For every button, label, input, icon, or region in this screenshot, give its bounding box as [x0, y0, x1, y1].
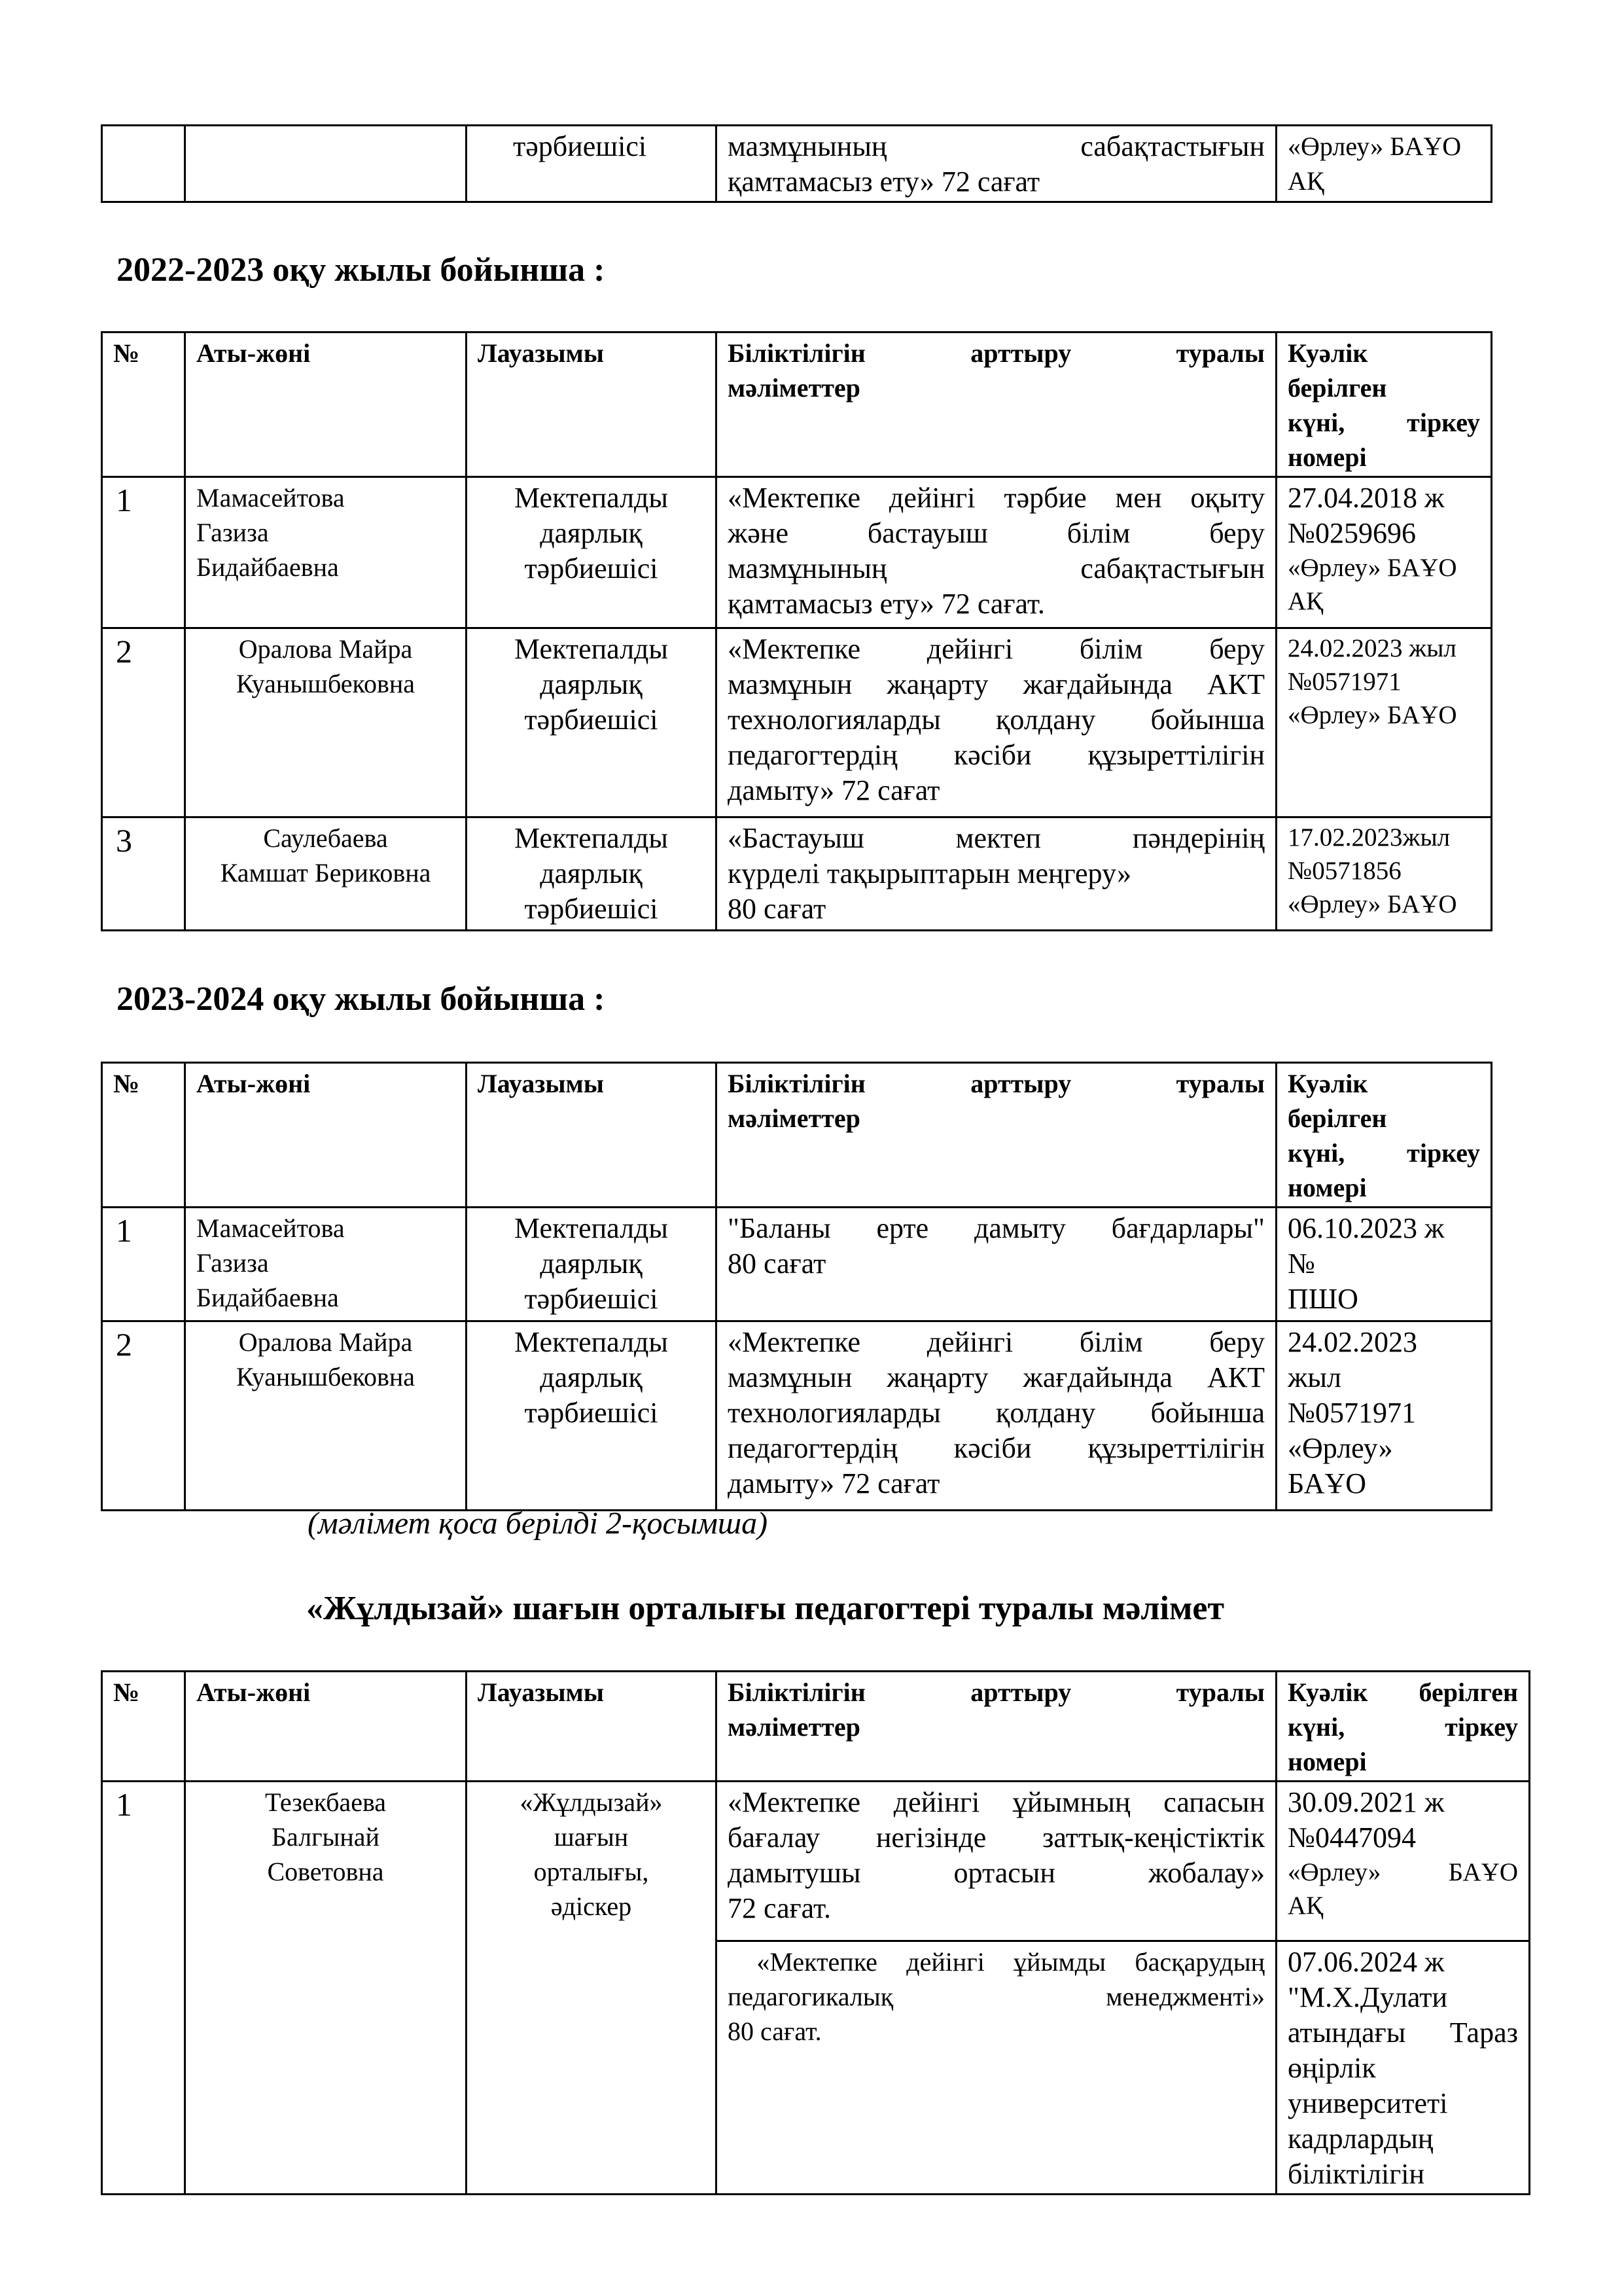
cell-no	[102, 126, 185, 202]
header-certificate: Куәлік берілген күні, тіркеу номері	[1277, 332, 1492, 477]
teacher-name: Тезекбаева Балгынай Советовна	[185, 1782, 467, 2195]
teacher-position: Мектепалды даярлық тәрбиешісі	[467, 628, 716, 817]
course-info: «Мектепке дейінгі білім беру мазмұнын жаңарту жағдайында АКТ технологияларды қолдану бойынша педагогтердің кәсіби құзыреттілігін дамыту» 72 сағат	[716, 628, 1277, 817]
course-info: "Баланы ерте дамыту бағдарлары" 80 сағат	[716, 1208, 1277, 1321]
cell-certificate: «Өрлеу» БАҰО АҚ	[1277, 126, 1492, 202]
attachment-note: (мәлімет қоса берілді 2-қосымша)	[308, 1506, 768, 1541]
header-name: Аты-жөні	[185, 1672, 467, 1782]
section-heading-2022: 2022-2023 оқу жылы бойынша :	[116, 251, 605, 289]
teacher-name: Мамасейтова Газиза Бидайбаевна	[185, 477, 467, 628]
teacher-name: Саулебаева Камшат Бериковна	[185, 817, 467, 931]
teacher-name: Оралова Майра Куанышбековна	[185, 1321, 467, 1511]
header-course: Біліктілігін арттыру туралы мәліметтер	[716, 1063, 1277, 1208]
table-header-row	[102, 1672, 1530, 1782]
course-info: «Мектепке дейінгі ұйымды басқарудың педагогикалық менеджменті» 80 сағат.	[716, 1941, 1277, 2195]
table-2023-2024	[101, 1062, 1492, 1511]
course-info: «Мектепке дейінгі тәрбие мен оқыту және бастауыш білім беру мазмұнының сабақтастығын қамтамасыз ету» 72 сағат.	[716, 477, 1277, 628]
teacher-position: Мектепалды даярлық тәрбиешісі	[467, 817, 716, 931]
row-number: 1	[102, 1782, 185, 2195]
teacher-name: Мамасейтова Газиза Бидайбаевна	[185, 1208, 467, 1321]
teacher-position: Мектепалды даярлық тәрбиешісі	[467, 1208, 716, 1321]
certificate-info: 24.02.2023 жыл №0571971 «Өрлеу» БАҰО	[1277, 1321, 1492, 1511]
certificate-info: 30.09.2021 ж №0447094 «Өрлеу» БАҰО АҚ	[1277, 1782, 1530, 1941]
table-2022-2023	[101, 331, 1492, 931]
teacher-position: Мектепалды даярлық тәрбиешісі	[467, 477, 716, 628]
header-name: Аты-жөні	[185, 332, 467, 477]
course-info: «Бастауыш мектеп пәндерінің күрделі тақырыптарын меңгеру» 80 сағат	[716, 817, 1277, 931]
header-position: Лауазымы	[467, 1063, 716, 1208]
cell-name	[185, 126, 467, 202]
certificate-info: 07.06.2024 ж "М.Х.Дулати атындағы Тараз өңірлік университеті кадрлардың біліктілігін	[1277, 1941, 1530, 2195]
teacher-position: «Жұлдызай» шағын орталығы, әдіскер	[467, 1782, 716, 2195]
certificate-info: 17.02.2023жыл №0571856 «Өрлеу» БАҰО	[1277, 817, 1492, 931]
table-header-row	[102, 332, 1492, 477]
header-course: Біліктілігін арттыру туралы мәліметтер	[716, 332, 1277, 477]
teacher-position: Мектепалды даярлық тәрбиешісі	[467, 1321, 716, 1511]
teacher-name: Оралова Майра Куанышбековна	[185, 628, 467, 817]
certificate-info: 27.04.2018 ж №0259696 «Өрлеу» БАҰО АҚ	[1277, 477, 1492, 628]
continued-table	[101, 124, 1492, 203]
cell-course: мазмұнының сабақтастығын қамтамасыз ету» 72 сағат	[716, 126, 1277, 202]
header-no: №	[102, 1063, 185, 1208]
header-no: №	[102, 332, 185, 477]
course-info: «Мектепке дейінгі білім беру мазмұнын жаңарту жағдайында АКТ технологияларды қолдану бойынша педагогтердің кәсіби құзыреттілігін дамыту» 72 сағат	[716, 1321, 1277, 1511]
certificate-info: 24.02.2023 жыл №0571971 «Өрлеу» БАҰО	[1277, 628, 1492, 817]
course-info: «Мектепке дейінгі ұйымның сапасын бағалау негізінде заттық-кеңістіктік дамытушы ортасын жобалау» 72 сағат.	[716, 1782, 1277, 1941]
header-certificate: Куәлік берілген күні, тіркеу номері	[1277, 1063, 1492, 1208]
header-course: Біліктілігін арттыру туралы мәліметтер	[716, 1672, 1277, 1782]
section-heading-center: «Жұлдызай» шағын орталығы педагогтері туралы мәлімет	[306, 1590, 1225, 1627]
table-row	[102, 817, 1492, 931]
row-number: 1	[102, 1208, 185, 1321]
row-number: 3	[102, 817, 185, 931]
table-row	[102, 477, 1492, 628]
row-number: 2	[102, 1321, 185, 1511]
row-number: 2	[102, 628, 185, 817]
table-mini-center	[101, 1670, 1530, 2195]
header-position: Лауазымы	[467, 1672, 716, 1782]
section-heading-2023: 2023-2024 оқу жылы бойынша :	[116, 980, 605, 1018]
cell-position: тәрбиешісі	[467, 126, 716, 202]
table-row	[102, 628, 1492, 817]
table-row	[102, 1208, 1492, 1321]
header-name: Аты-жөні	[185, 1063, 467, 1208]
header-certificate: Куәлік берілген күні, тіркеу номері	[1277, 1672, 1530, 1782]
header-no: №	[102, 1672, 185, 1782]
table-row	[102, 1782, 1530, 1941]
header-position: Лауазымы	[467, 332, 716, 477]
row-number: 1	[102, 477, 185, 628]
certificate-info: 06.10.2023 ж № ПШО	[1277, 1208, 1492, 1321]
table-header-row	[102, 1063, 1492, 1208]
table-row	[102, 1321, 1492, 1511]
